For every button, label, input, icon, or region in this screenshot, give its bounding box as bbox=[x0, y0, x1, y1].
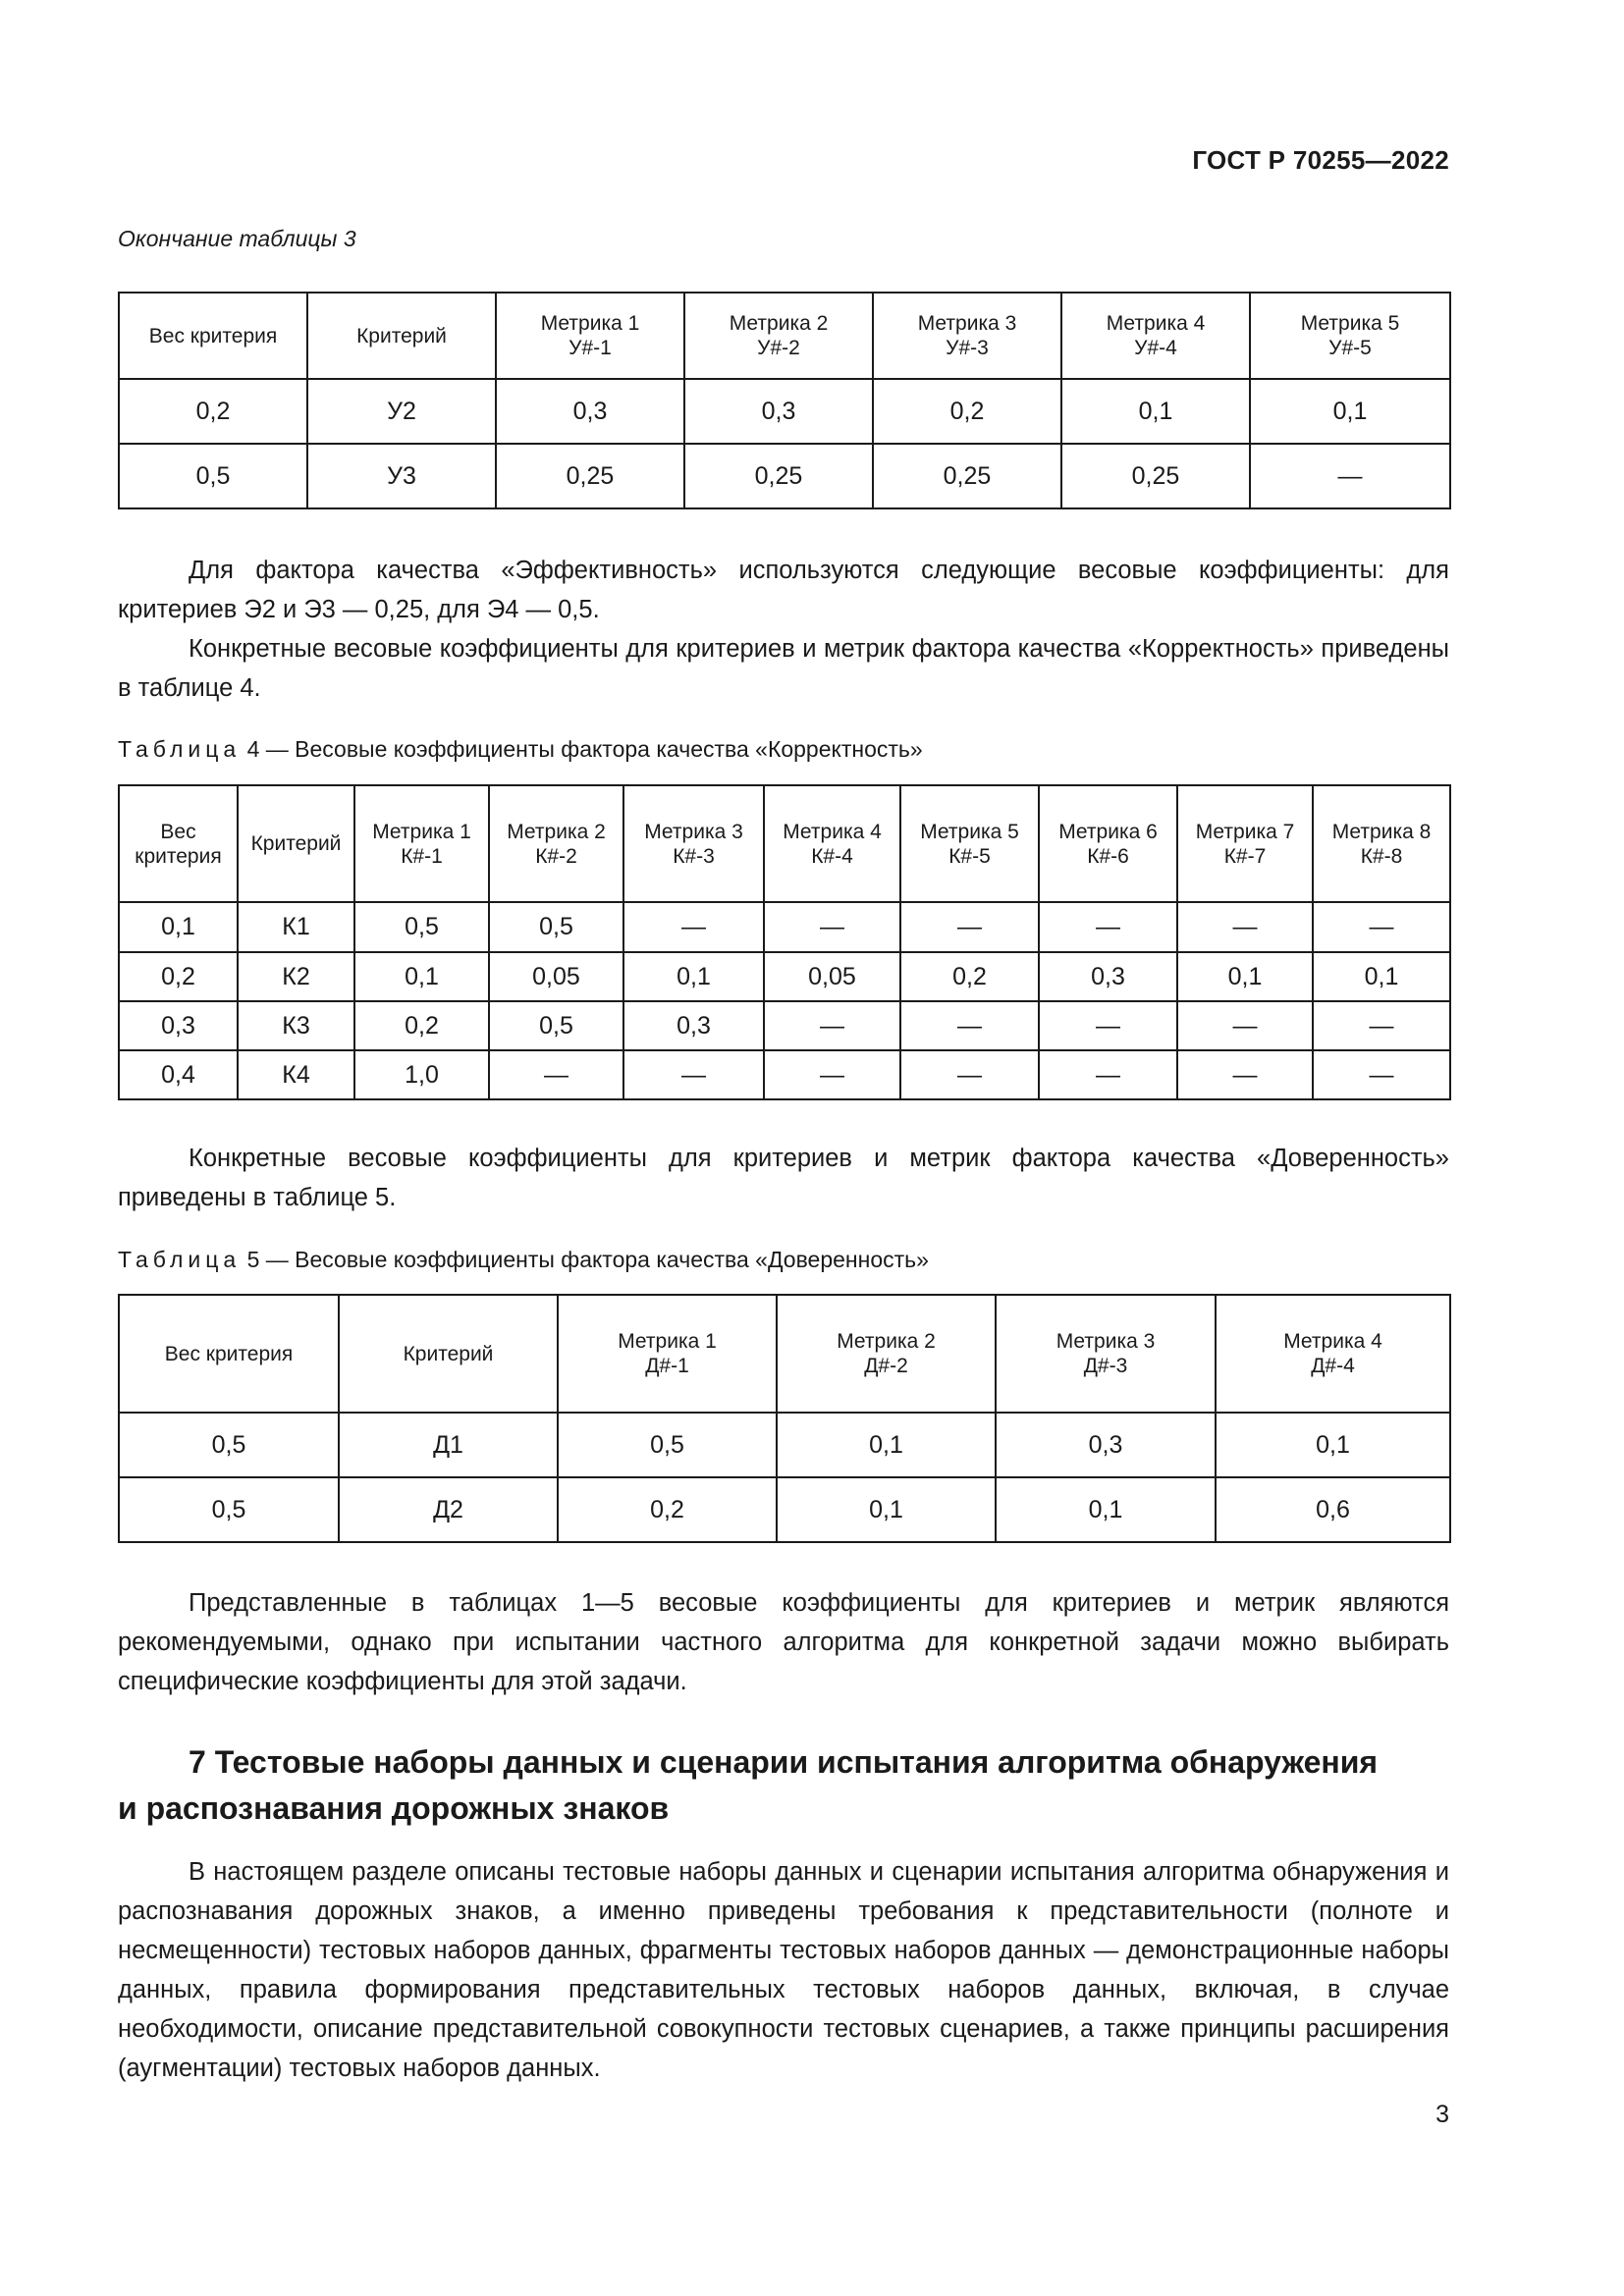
section-title-line: 7 Тестовые наборы данных и сценарии испытания алгоритма обнаружения bbox=[189, 1744, 1379, 1780]
table-cell: — bbox=[900, 1050, 1039, 1099]
table-cell: 0,1 bbox=[1250, 379, 1450, 444]
header-line: Метрика 3 У#-3 bbox=[917, 312, 1017, 359]
header-cell bbox=[354, 785, 489, 902]
header-cell bbox=[873, 293, 1061, 379]
table-cell: 0,2 bbox=[873, 379, 1061, 444]
header-cell bbox=[684, 293, 873, 379]
header-line: Метрика 7 К#-7 bbox=[1195, 820, 1295, 868]
table-cell: 0,1 bbox=[1313, 952, 1450, 1001]
table-cell: 0,25 bbox=[873, 444, 1061, 508]
table-cell: 1,0 bbox=[354, 1050, 489, 1099]
header-cell bbox=[496, 293, 684, 379]
header-cell: Вес критерия bbox=[119, 1295, 339, 1413]
caption-text: 5 — Весовые коэффициенты фактора качества «Доверенность» bbox=[241, 1247, 929, 1272]
table-cell: 0,2 bbox=[354, 1001, 489, 1050]
table5-caption bbox=[118, 1247, 929, 1273]
table-cell: 0,2 bbox=[900, 952, 1039, 1001]
header-line: Метрика 2 Д#-2 bbox=[837, 1330, 936, 1377]
header-cell bbox=[1313, 785, 1450, 902]
table-cell: 0,2 bbox=[558, 1477, 777, 1542]
header-cell: Критерий bbox=[238, 785, 354, 902]
table-cell: — bbox=[1313, 1050, 1450, 1099]
table-4 bbox=[118, 784, 1451, 1100]
table-cell: 0,3 bbox=[119, 1001, 238, 1050]
header-cell: Критерий bbox=[339, 1295, 558, 1413]
table-cell: — bbox=[1039, 902, 1177, 952]
table-cell: 0,3 bbox=[496, 379, 684, 444]
table-cell: К3 bbox=[238, 1001, 354, 1050]
table-cell: 0,1 bbox=[1177, 952, 1313, 1001]
section-7-body bbox=[118, 1852, 1449, 2088]
table-cell: 0,5 bbox=[119, 1413, 339, 1477]
table-cell: 0,3 bbox=[1039, 952, 1177, 1001]
table-cell: — bbox=[900, 902, 1039, 952]
paragraph-text: Представленные в таблицах 1—5 весовые коэффициенты для критериев и метрик являются рекомендуемыми, однако при испытании частного алгоритма для конкретной задачи можно выбирать специфические коэффициенты для этой задачи. bbox=[118, 1589, 1449, 1695]
table-cell: — bbox=[764, 1001, 900, 1050]
header-line: Метрика 6 К#-6 bbox=[1058, 820, 1158, 868]
table-cell: 0,1 bbox=[996, 1477, 1216, 1542]
table-5 bbox=[118, 1294, 1451, 1543]
table-cell: Д1 bbox=[339, 1413, 558, 1477]
header-cell bbox=[489, 785, 623, 902]
table-cell: 0,1 bbox=[777, 1477, 996, 1542]
table-cell: У2 bbox=[307, 379, 496, 444]
header-cell bbox=[764, 785, 900, 902]
table-cell: К1 bbox=[238, 902, 354, 952]
table-header-row bbox=[119, 1295, 1450, 1413]
table-cell: — bbox=[764, 902, 900, 952]
header-cell bbox=[623, 785, 764, 902]
table-cell: 0,5 bbox=[119, 444, 307, 508]
table-cell: — bbox=[623, 902, 764, 952]
caption-label: Таблица bbox=[118, 1247, 242, 1272]
table-cell: 0,1 bbox=[1061, 379, 1250, 444]
page-number: 3 bbox=[1435, 2101, 1449, 2128]
header-line: Метрика 4 У#-4 bbox=[1106, 312, 1206, 359]
table-cell: 0,3 bbox=[684, 379, 873, 444]
header-line: Метрика 5 К#-5 bbox=[920, 820, 1019, 868]
table-cell: 0,4 bbox=[119, 1050, 238, 1099]
table-cell: — bbox=[1250, 444, 1450, 508]
table-cell: — bbox=[1177, 1050, 1313, 1099]
paragraph-text: Конкретные весовые коэффициенты для критериев и метрик фактора качества «Корректность» приведены в таблице 4. bbox=[118, 635, 1449, 702]
header-cell bbox=[1061, 293, 1250, 379]
table-cell: — bbox=[489, 1050, 623, 1099]
table-cell: 0,05 bbox=[489, 952, 623, 1001]
table-cell: 0,5 bbox=[489, 1001, 623, 1050]
table-cell: 0,2 bbox=[119, 379, 307, 444]
table-3 bbox=[118, 292, 1451, 509]
table-cell: К2 bbox=[238, 952, 354, 1001]
paragraph-trust bbox=[118, 1139, 1449, 1217]
table-cell: 0,5 bbox=[558, 1413, 777, 1477]
caption-text: 4 — Весовые коэффициенты фактора качества «Корректность» bbox=[241, 736, 923, 762]
table-cell: 0,6 bbox=[1216, 1477, 1450, 1542]
section-title-line: и распознавания дорожных знаков bbox=[118, 1790, 670, 1826]
table-cell: — bbox=[1039, 1050, 1177, 1099]
table-cell: 0,3 bbox=[996, 1413, 1216, 1477]
header-line: Метрика 8 К#-8 bbox=[1331, 820, 1432, 868]
paragraph-text: В настоящем разделе описаны тестовые наборы данных и сценарии испытания алгоритма обнаружения и распознавания дорожных знаков, а именно приведены требования к представительности (полноте и несмещенности) тестовых наборов данных, фрагменты тестовых наборов данных — демонстрационные наборы данных, правила формирования представительных тестовых наборов данных, включая, в случае необходимости, описание представительной совокупности тестовых сценариев, а также принципы расширения (аугментации) тестовых наборов данных. bbox=[118, 1858, 1449, 2082]
header-line: Метрика 5 У#-5 bbox=[1300, 312, 1400, 359]
table-cell: — bbox=[623, 1050, 764, 1099]
table-cell: 0,1 bbox=[1216, 1413, 1450, 1477]
table-cell: — bbox=[1039, 1001, 1177, 1050]
table-cell: — bbox=[1313, 902, 1450, 952]
table-row bbox=[119, 1050, 1450, 1099]
header-line: Метрика 2 У#-2 bbox=[729, 312, 829, 359]
header-line: Метрика 3 К#-3 bbox=[644, 820, 743, 868]
table-row bbox=[119, 902, 1450, 952]
table-cell: 0,25 bbox=[496, 444, 684, 508]
table-cell: — bbox=[1313, 1001, 1450, 1050]
paragraph-recommended bbox=[118, 1583, 1449, 1701]
header-cell bbox=[1177, 785, 1313, 902]
paragraph-text: Для фактора качества «Эффективность» используются следующие весовые коэффициенты: для критериев Э2 и Э3 — 0,25, для Э4 — 0,5. bbox=[118, 557, 1449, 623]
table-cell: 0,25 bbox=[684, 444, 873, 508]
header-line: Метрика 4 К#-4 bbox=[783, 820, 882, 868]
header-line: Метрика 1 Д#-1 bbox=[618, 1330, 717, 1377]
table-cell: У3 bbox=[307, 444, 496, 508]
header-line: Метрика 1 У#-1 bbox=[540, 312, 640, 359]
header-cell bbox=[558, 1295, 777, 1413]
table-cell: 0,5 bbox=[489, 902, 623, 952]
table-cell: К4 bbox=[238, 1050, 354, 1099]
table4-caption bbox=[118, 736, 923, 763]
caption-label: Таблица bbox=[118, 736, 242, 762]
table-cell: — bbox=[1177, 902, 1313, 952]
paragraph-text: Конкретные весовые коэффициенты для критериев и метрик фактора качества «Доверенность» приведены в таблице 5. bbox=[118, 1145, 1449, 1211]
table-row bbox=[119, 444, 1450, 508]
table-row bbox=[119, 1001, 1450, 1050]
header-cell bbox=[1216, 1295, 1450, 1413]
table-row bbox=[119, 379, 1450, 444]
header-cell bbox=[119, 785, 238, 902]
table-cell: 0,5 bbox=[119, 1477, 339, 1542]
table-cell: — bbox=[900, 1001, 1039, 1050]
table-header-row bbox=[119, 785, 1450, 902]
table-cell: 0,3 bbox=[623, 1001, 764, 1050]
table-cell: 0,1 bbox=[623, 952, 764, 1001]
table3-continuation-label: Окончание таблицы 3 bbox=[118, 226, 356, 251]
table-cell: 0,1 bbox=[354, 952, 489, 1001]
header-line: Метрика 2 К#-2 bbox=[507, 820, 606, 868]
header-line: Вес критерия bbox=[135, 820, 222, 868]
table-cell: — bbox=[764, 1050, 900, 1099]
header-cell bbox=[1250, 293, 1450, 379]
paragraph-efficiency bbox=[118, 551, 1449, 708]
header-line: Метрика 4 Д#-4 bbox=[1283, 1330, 1382, 1377]
header-line: Метрика 3 Д#-3 bbox=[1056, 1330, 1156, 1377]
table-cell: 0,25 bbox=[1061, 444, 1250, 508]
document-header: ГОСТ Р 70255—2022 bbox=[1192, 145, 1449, 175]
table-cell: 0,2 bbox=[119, 952, 238, 1001]
header-cell bbox=[996, 1295, 1216, 1413]
table-cell: 0,1 bbox=[119, 902, 238, 952]
table-row bbox=[119, 1477, 1450, 1542]
table-cell: 0,5 bbox=[354, 902, 489, 952]
header-cell: Вес критерия bbox=[119, 293, 307, 379]
section-7-title bbox=[118, 1739, 1449, 1832]
table-cell: 0,1 bbox=[777, 1413, 996, 1477]
table-cell: — bbox=[1177, 1001, 1313, 1050]
header-cell bbox=[900, 785, 1039, 902]
header-cell bbox=[1039, 785, 1177, 902]
header-cell bbox=[777, 1295, 996, 1413]
header-line: Метрика 1 К#-1 bbox=[372, 820, 471, 868]
table-cell: Д2 bbox=[339, 1477, 558, 1542]
table-row bbox=[119, 1413, 1450, 1477]
header-cell: Критерий bbox=[307, 293, 496, 379]
table-row bbox=[119, 952, 1450, 1001]
table-header-row bbox=[119, 293, 1450, 379]
table-cell: 0,05 bbox=[764, 952, 900, 1001]
